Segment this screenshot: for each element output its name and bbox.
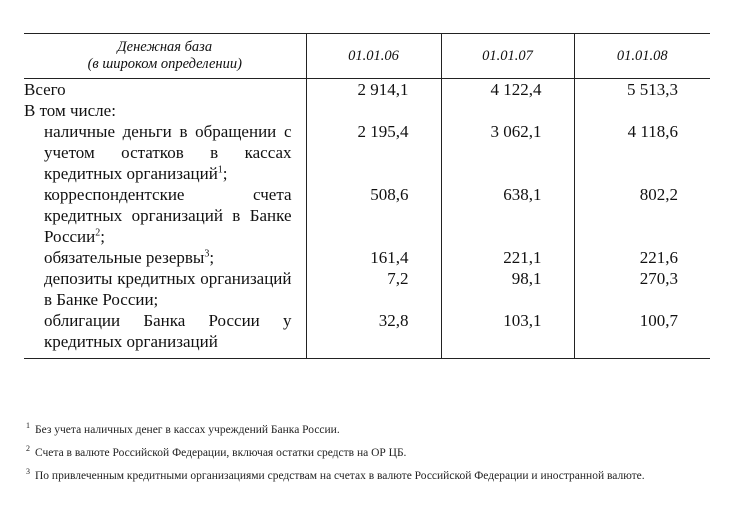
row-label-text: наличные деньги в обращении с учетом остатков в кассах кредитных организаций [44, 122, 292, 183]
row-label-text: корреспондентские счета кредитных организаций в Банке России [44, 185, 292, 246]
footnote-3 [26, 466, 691, 486]
footnote-number: 1 [26, 421, 30, 431]
footnote-number: 3 [26, 467, 30, 477]
table-row [24, 184, 710, 247]
row-value: 2 914,1 [306, 79, 441, 101]
row-value: 802,2 [574, 184, 710, 247]
table-row [24, 79, 710, 101]
footnote-1 [26, 420, 691, 440]
row-value: 4 122,4 [441, 79, 574, 101]
row-label: облигации Банка России у кредитных организаций [24, 310, 306, 359]
row-value [306, 100, 441, 121]
row-value: 508,6 [306, 184, 441, 247]
footnote-mark: 1 [217, 164, 223, 176]
header-label-line2: (в широком определении) [87, 56, 242, 72]
footnote-number: 2 [26, 444, 30, 454]
row-label-tail: ; [209, 248, 215, 267]
row-value: 2 195,4 [306, 121, 441, 184]
row-value: 7,2 [306, 268, 441, 310]
row-value: 103,1 [441, 310, 574, 359]
row-label [24, 247, 306, 268]
row-label-tail: ; [100, 227, 105, 246]
table-row [24, 310, 710, 359]
header-label-line1: Денежная база [117, 39, 213, 55]
row-value: 98,1 [441, 268, 574, 310]
footnote-mark: 2 [95, 227, 101, 239]
row-label-tail: ; [222, 164, 228, 183]
table-row [24, 100, 710, 121]
monetary-base-table [24, 33, 710, 359]
row-value: 32,8 [306, 310, 441, 359]
footnote-text: Без учета наличных денег в кассах учреждений Банка России. [35, 424, 340, 436]
row-label: депозиты кредитных организаций в Банке России; [44, 269, 292, 309]
row-value: 638,1 [441, 184, 574, 247]
row-label [24, 121, 306, 184]
row-label: Всего [24, 80, 66, 99]
table-row [24, 121, 710, 184]
header-date-2007: 01.01.07 [441, 34, 574, 79]
header-date-2008: 01.01.08 [574, 34, 710, 79]
footnote-2 [26, 443, 691, 463]
row-value [574, 100, 710, 121]
row-label [24, 184, 306, 247]
footnote-text: Счета в валюте Российской Федерации, включая остатки средств на ОР ЦБ. [35, 447, 407, 459]
row-value: 100,7 [574, 310, 710, 359]
row-label-text: обязательные резервы [44, 248, 205, 267]
table-header-row [24, 34, 710, 79]
row-value [441, 100, 574, 121]
row-value: 221,6 [574, 247, 710, 268]
row-value: 161,4 [306, 247, 441, 268]
footnote-mark: 3 [204, 248, 210, 260]
row-value: 5 513,3 [574, 79, 710, 101]
header-label-cell [24, 34, 306, 79]
row-value: 3 062,1 [441, 121, 574, 184]
row-label: В том числе: [24, 101, 116, 120]
footnotes [26, 420, 691, 489]
table-row [24, 247, 710, 268]
row-value: 4 118,6 [574, 121, 710, 184]
header-date-2006: 01.01.06 [306, 34, 441, 79]
footnote-text: По привлеченным кредитными организациями средствам на счетах в валюте Российской Федерации и иностранной валюте. [35, 470, 645, 482]
row-value: 270,3 [574, 268, 710, 310]
table-row [24, 268, 710, 310]
row-value: 221,1 [441, 247, 574, 268]
